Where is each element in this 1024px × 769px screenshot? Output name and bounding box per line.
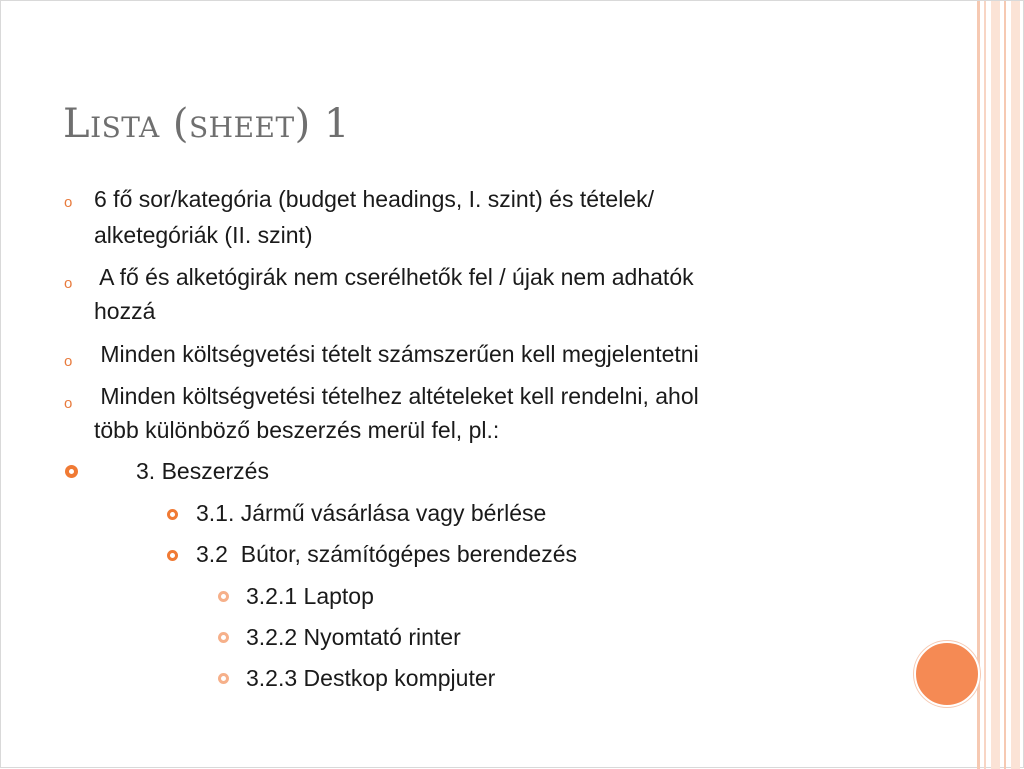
ring-bullet-icon <box>218 673 229 684</box>
decor-stripe <box>1011 1 1020 769</box>
outline-level1: 3. Beszerzés <box>136 458 269 484</box>
bullet-line: több különböző beszerzés merül fel, pl.: <box>94 417 500 443</box>
bullet-o-icon: o <box>64 395 73 412</box>
ring-bullet-icon <box>167 550 178 561</box>
ring-bullet-icon <box>65 465 78 478</box>
slide-content <box>1 1 901 769</box>
ring-bullet-icon <box>218 591 229 602</box>
decor-stripe <box>991 1 1000 769</box>
bullet-o-icon: o <box>64 275 73 292</box>
outline-level3-item: 3.2.1 Laptop <box>246 583 374 609</box>
bullet-line: A fő és alketógirák nem cserélhetők fel / újak nem adhatók <box>94 264 694 290</box>
outline-level3-item: 3.2.2 Nyomtató rinter <box>246 624 461 650</box>
outline-level3-item: 3.2.3 Destkop kompjuter <box>246 665 496 691</box>
outline-level2-item: 3.1. Jármű vásárlása vagy bérlése <box>196 500 547 526</box>
decor-circle-icon <box>914 641 980 707</box>
bullet-line: alketegóriák (II. szint) <box>94 222 313 248</box>
bullet-line: 6 fő sor/kategória (budget headings, I. szint) és tételek/ <box>94 186 654 212</box>
outline-level2-item: 3.2 Bútor, számítógépes berendezés <box>196 541 578 567</box>
decor-stripe <box>977 1 980 769</box>
bullet-line: Minden költségvetési tételt számszerűen kell megjelentetni <box>94 341 699 367</box>
decor-stripe <box>1004 1 1006 769</box>
slide-title: Lista (sheet) 1 <box>63 101 350 147</box>
bullet-line: Minden költségvetési tételhez altételeket kell rendelni, ahol <box>94 383 699 409</box>
bullet-line: hozzá <box>94 298 156 324</box>
bullet-o-icon: o <box>64 353 73 370</box>
ring-bullet-icon <box>218 632 229 643</box>
decor-stripe <box>984 1 986 769</box>
ring-bullet-icon <box>167 509 178 520</box>
bullet-o-icon: o <box>64 194 73 211</box>
